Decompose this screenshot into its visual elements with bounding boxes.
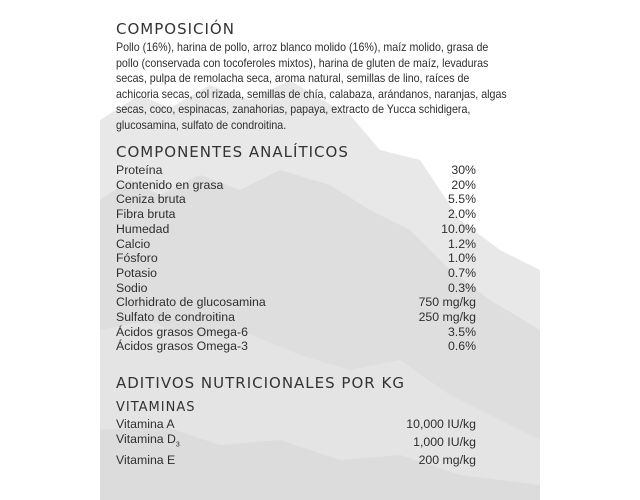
vitamin-e-label: Vitamina E [116, 453, 176, 467]
table-row [116, 178, 476, 193]
vitamin-d-subscript: 3 [175, 441, 180, 449]
row-label: Potasio [116, 265, 158, 280]
row-value: 2.0% [447, 207, 476, 222]
vitamin-d-label-cell [116, 432, 288, 453]
vitamin-d-label: Vitamina D [116, 431, 176, 446]
vitamins-table [116, 417, 476, 468]
analytics-title: COMPONENTES ANALÍTICOS [116, 143, 349, 161]
table-row [116, 417, 476, 432]
table-row [116, 325, 476, 340]
table-row [116, 310, 476, 325]
row-value: 1.2% [447, 236, 476, 251]
row-label: Ácidos grasos Omega-6 [116, 324, 248, 339]
table-row [116, 237, 476, 252]
row-value: 5.5% [447, 192, 476, 207]
table-row [116, 266, 476, 281]
vitamin-a-value: 10,000 IU/kg [406, 417, 476, 432]
row-value: 750 mg/kg [418, 295, 476, 310]
row-label: Ácidos grasos Omega-3 [116, 339, 248, 354]
row-value: 30% [451, 163, 476, 177]
row-label: Fósforo [116, 251, 158, 266]
analytics-section [116, 143, 496, 354]
composition-title: COMPOSICIÓN [116, 20, 235, 38]
vitamin-d-value: 1,000 IU/kg [413, 435, 476, 450]
table-row [116, 207, 476, 222]
table-row [116, 453, 476, 468]
row-label: Sodio [116, 280, 148, 295]
content [116, 20, 507, 468]
row-label: Clorhidrato de glucosamina [116, 295, 266, 310]
vitamin-a-label: Vitamina A [116, 417, 175, 432]
row-value: 10.0% [441, 221, 476, 236]
table-row [116, 295, 476, 310]
row-value: 1.0% [447, 251, 476, 266]
table-row [116, 339, 476, 354]
row-label: Proteína [116, 163, 163, 177]
row-value: 3.5% [447, 324, 476, 339]
table-row [116, 163, 476, 178]
additives-title: ADITIVOS NUTRICIONALES POR KG [116, 374, 405, 393]
row-label: Humedad [116, 221, 170, 236]
row-label: Fibra bruta [116, 207, 176, 222]
vitamins-title: VITAMINAS [116, 400, 196, 416]
row-label: Ceniza bruta [116, 192, 186, 207]
row-label: Sulfato de condroitina [116, 310, 235, 325]
row-value: 0.6% [447, 339, 476, 354]
table-row [116, 432, 476, 453]
row-label: Calcio [116, 236, 151, 251]
row-value: 0.3% [447, 280, 476, 295]
nutrition-panel [100, 0, 540, 500]
row-value: 20% [451, 177, 476, 192]
row-label: Contenido en grasa [116, 177, 224, 192]
row-value: 250 mg/kg [418, 310, 476, 325]
table-row [116, 281, 476, 296]
row-value: 0.7% [447, 265, 476, 280]
additives-section [116, 374, 496, 468]
table-row [116, 251, 476, 266]
table-row [116, 192, 476, 207]
composition-text: Pollo (16%), harina de pollo, arroz blanco molido (16%), maíz molido, grasa de pollo (conservada con tocoferoles mixtos), harina de gluten de maíz, levaduras secas, pulpa de remolacha seca, aroma natural, semillas de lino, raíces de achicoria secas, col rizada, semillas de chía, calabaza, arándanos, naranjas, algas secas, coco, espinacas, zanahorias, papaya, extracto de Yucca schidigera, glucosamina, sulfato de condroitina. [116, 41, 507, 132]
vitamin-e-value: 200 mg/kg [418, 453, 476, 467]
analytics-table [116, 163, 476, 354]
table-row [116, 222, 476, 237]
